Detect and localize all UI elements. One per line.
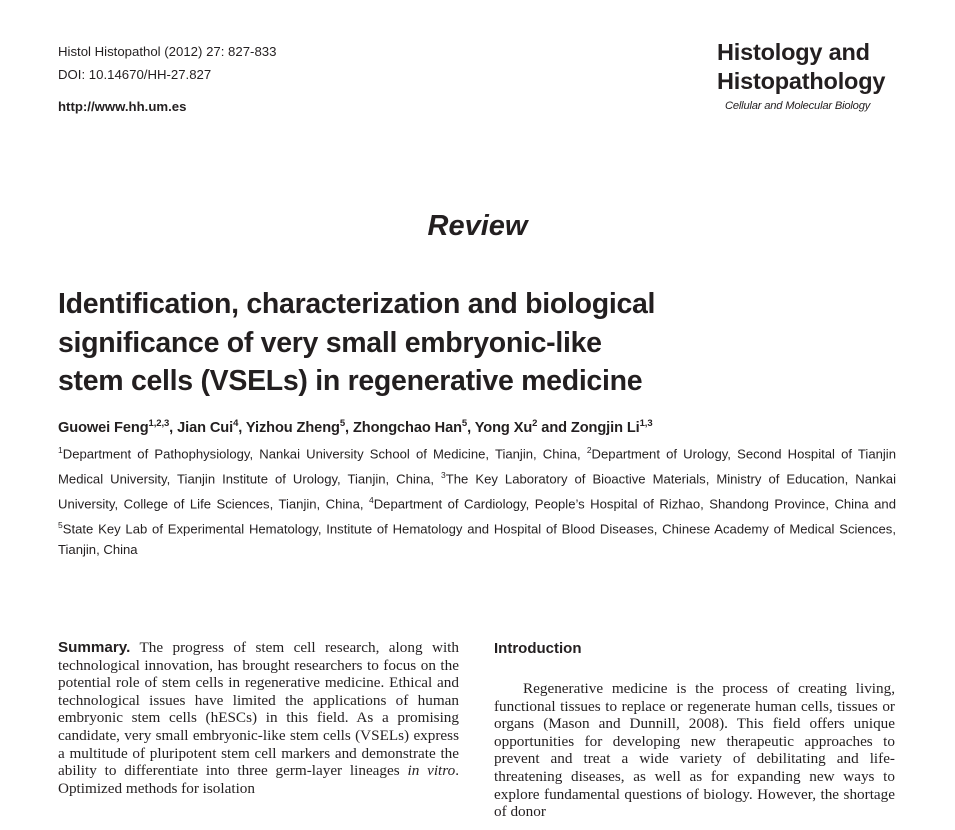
author-name: Yong Xu bbox=[474, 419, 533, 436]
title-line-1: Identification, characterization and biological bbox=[58, 288, 656, 320]
affiliation-text: Department of Cardiology, People’s Hospital of Rizhao, Shandong Province, China and bbox=[373, 496, 896, 512]
author-name: Yizhou Zheng bbox=[245, 419, 340, 436]
author-affil-sup: 4 bbox=[233, 418, 239, 429]
author-affil-sup: 5 bbox=[339, 418, 346, 429]
affiliations bbox=[58, 440, 896, 561]
title-line-2: significance of very small embryonic-like bbox=[58, 326, 602, 359]
journal-name-line1: Histology and bbox=[717, 39, 870, 65]
journal-masthead bbox=[717, 38, 885, 112]
affiliation-sup: 1 bbox=[58, 445, 63, 455]
journal-subtitle: Cellular and Molecular Biology bbox=[725, 100, 871, 112]
author-name: Jian Cui bbox=[177, 419, 234, 436]
author-name: Guowei Feng bbox=[58, 419, 149, 436]
author-affil-sup: 2 bbox=[532, 418, 538, 429]
article-header-meta bbox=[58, 40, 276, 118]
article-type: Review bbox=[427, 210, 528, 242]
journal-url[interactable]: http://www.hh.um.es bbox=[58, 99, 187, 114]
summary-italic: in vitro bbox=[407, 762, 456, 780]
summary-label: Summary. bbox=[58, 639, 131, 656]
affiliation-text: Department of Pathophysiology, Nankai University School of Medicine, Tianjin, China, bbox=[62, 446, 587, 462]
title-line-3: stem cells (VSELs) in regenerative medicine bbox=[58, 365, 643, 397]
affiliation-sup: 2 bbox=[586, 445, 592, 455]
author-name: Zhongchao Han bbox=[352, 419, 462, 436]
introduction-heading: Introduction bbox=[494, 640, 582, 657]
author-affil-sup: 1,3 bbox=[639, 418, 653, 429]
summary-text: The progress of stem cell research, along with technological innovation, has brought researchers to focus on the potential role of stem cells in regenerative medicine. Ethical and technological issues have limited the applications of human embryonic stem cells (hESCs) in this field. As a promising candidate, very small embryonic-like stem cells (VSELs) express a multitude of pluripotent stem cell markers and demonstrate the ability to differentiate into three germ-layer lineages bbox=[58, 639, 459, 780]
author-name: Zongjin Li bbox=[570, 419, 640, 436]
affiliation-sup: 3 bbox=[441, 469, 446, 480]
affiliation-sup: 5 bbox=[58, 519, 63, 530]
summary-section bbox=[58, 639, 459, 797]
affiliation-sup: 4 bbox=[368, 494, 374, 505]
introduction-section bbox=[494, 639, 895, 821]
citation: Histol Histopathol (2012) 27: 827-833 bbox=[58, 44, 277, 59]
author-list bbox=[58, 418, 653, 436]
summary-text-continued: . Optimized methods for isolation bbox=[58, 762, 459, 797]
author-separator: , bbox=[169, 419, 178, 436]
doi: DOI: 10.14670/HH-27.827 bbox=[58, 67, 212, 82]
introduction-paragraph: Regenerative medicine is the process of creating living, functional tissues to replace or regenerate human cells, tissues or organs (Mason and Dunnill, 2008). This field offers unique opportunities for developing new therapeutic approaches to prevent and treat a wide variety of debilitating and life-threatening diseases, as well as for expanding new ways to explore fundamental questions of biology. However, the shortage of donor bbox=[494, 680, 895, 821]
affiliation-text: State Key Lab of Experimental Hematology, Institute of Hematology and Hospital of Blood Diseases, Chinese Academy of Medical Sciences, Tianjin, China bbox=[58, 520, 896, 558]
author-affil-sup: 1,2,3 bbox=[148, 418, 170, 429]
author-separator: , bbox=[345, 419, 353, 436]
author-separator: and bbox=[537, 419, 571, 436]
affiliation-text: Department of Urology, Second Hospital of Tianjin Medical University, Tianjin Institute of Urology, Tianjin, China, bbox=[58, 446, 896, 487]
affiliation-text: The Key Laboratory of Bioactive Materials, Ministry of Education, Nankai University, College of Life Sciences, Tianjin, China, bbox=[58, 471, 897, 512]
journal-name-line2: Histopathology bbox=[717, 68, 886, 94]
article-title bbox=[58, 285, 758, 401]
author-separator: , bbox=[238, 419, 246, 436]
author-affil-sup: 5 bbox=[461, 418, 468, 429]
author-separator: , bbox=[467, 419, 475, 436]
